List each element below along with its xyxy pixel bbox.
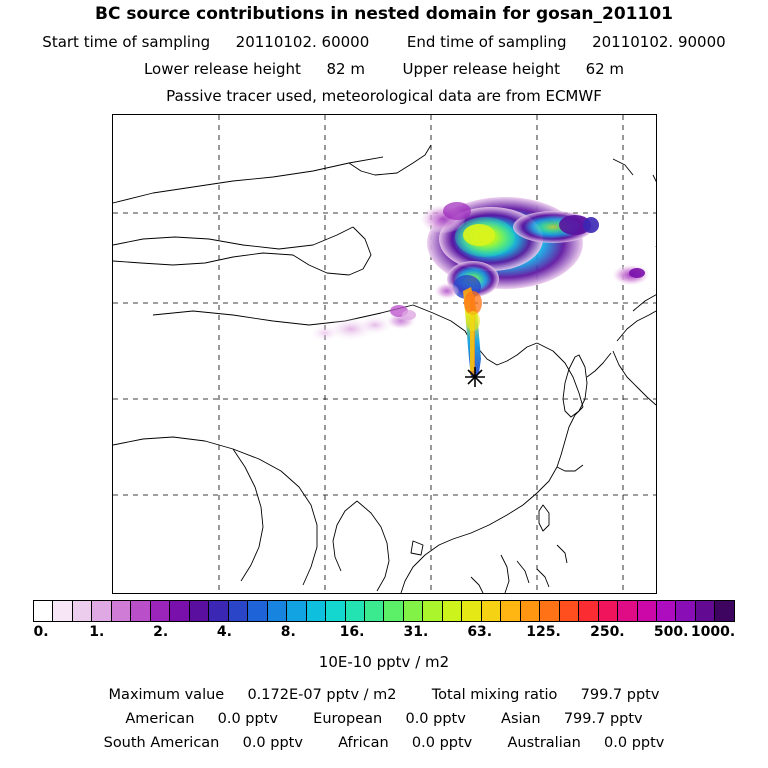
colorbar-tick-label: 125.: [526, 624, 561, 640]
receptor-marker: [465, 367, 485, 387]
colorbar-tick-label: 1.: [89, 624, 105, 640]
footer-region-row-1: [0, 711, 768, 727]
max-value-label: Maximum value: [108, 687, 225, 703]
upper-release-value: 62 m: [585, 60, 625, 78]
colorbar-swatch: [190, 601, 209, 621]
region-value-european: 0.0 pptv: [405, 711, 466, 727]
region-value-asian: 799.7 pptv: [563, 711, 643, 727]
colorbar-swatch: [346, 601, 365, 621]
total-ratio-label: Total mixing ratio: [431, 687, 558, 703]
colorbar-swatch: [560, 601, 579, 621]
colorbar-tick-label: 500.: [653, 624, 689, 640]
upper-release-label: Upper release height: [402, 60, 560, 78]
colorbar: [33, 600, 735, 622]
colorbar-swatch: [268, 601, 287, 621]
colorbar-swatch: [151, 601, 170, 621]
region-value-australian: 0.0 pptv: [604, 735, 665, 751]
max-value-value: 0.172E-07 pptv / m2: [247, 687, 397, 703]
colorbar-swatch: [657, 601, 676, 621]
colorbar-swatch: [53, 601, 72, 621]
colorbar-swatch: [540, 601, 559, 621]
colorbar-swatch: [229, 601, 248, 621]
colorbar-tick-label: 8.: [280, 624, 296, 640]
colorbar-swatch: [287, 601, 306, 621]
release-height-line: [0, 60, 768, 78]
colorbar-tick-labels: [0, 624, 768, 642]
colorbar-tick-label: 2.: [153, 624, 169, 640]
colorbar-swatch: [73, 601, 92, 621]
start-time-label: Start time of sampling: [42, 33, 211, 51]
colorbar-swatch: [696, 601, 715, 621]
colorbar-swatch: [404, 601, 423, 621]
region-name-asian: Asian: [501, 711, 541, 727]
region-name-african: African: [338, 735, 389, 751]
colorbar-swatch: [384, 601, 403, 621]
sampling-time-line: [0, 33, 768, 51]
colorbar-tick-label: 31.: [403, 624, 429, 640]
footer-summary-row: [0, 687, 768, 703]
end-time-value: 20110102. 90000: [592, 33, 726, 51]
colorbar-swatch: [423, 601, 442, 621]
page-title: BC source contributions in nested domain for gosan_201101: [94, 4, 674, 24]
colorbar-swatch: [579, 601, 598, 621]
map-panel[interactable]: [112, 114, 657, 594]
tracer-note: Passive tracer used, meteorological data are from ECMWF: [166, 87, 602, 105]
lower-release-label: Lower release height: [143, 60, 301, 78]
footer-region-row-2: [0, 735, 768, 751]
colorbar-tick-label: 1000.: [690, 624, 736, 640]
colorbar-swatch: [443, 601, 462, 621]
start-time-value: 20110102. 60000: [235, 33, 370, 51]
region-name-australian: Australian: [507, 735, 581, 751]
colorbar-swatch: [365, 601, 384, 621]
colorbar-swatch: [248, 601, 267, 621]
region-value-south-american: 0.0 pptv: [242, 735, 303, 751]
colorbar-swatch: [618, 601, 637, 621]
colorbar-tick-label: 16.: [339, 624, 365, 640]
colorbar-unit-label: 10E-10 pptv / m2: [318, 653, 450, 671]
colorbar-swatch: [112, 601, 131, 621]
region-name-american: American: [125, 711, 195, 727]
colorbar-swatch: [326, 601, 345, 621]
total-ratio-value: 799.7 pptv: [580, 687, 660, 703]
colorbar-tick-label: 0.: [33, 624, 49, 640]
region-value-african: 0.0 pptv: [411, 735, 473, 751]
region-name-south-american: South American: [103, 735, 220, 751]
lower-release-value: 82 m: [326, 60, 365, 78]
colorbar-swatch: [170, 601, 189, 621]
colorbar-swatch: [92, 601, 111, 621]
colorbar-swatch: [521, 601, 540, 621]
region-value-american: 0.0 pptv: [217, 711, 278, 727]
colorbar-tick-label: 250.: [590, 624, 625, 640]
colorbar-swatch: [676, 601, 695, 621]
colorbar-swatch: [34, 601, 53, 621]
colorbar-swatch: [638, 601, 657, 621]
colorbar-tick-label: 4.: [216, 624, 232, 640]
colorbar-swatch: [599, 601, 618, 621]
colorbar-swatch: [501, 601, 520, 621]
colorbar-swatch: [482, 601, 501, 621]
colorbar-swatch: [131, 601, 150, 621]
colorbar-swatch: [715, 601, 733, 621]
colorbar-tick-label: 63.: [467, 624, 493, 640]
region-name-european: European: [313, 711, 383, 727]
colorbar-swatch: [307, 601, 326, 621]
colorbar-swatch: [462, 601, 481, 621]
end-time-label: End time of sampling: [406, 33, 567, 51]
colorbar-swatch: [209, 601, 228, 621]
